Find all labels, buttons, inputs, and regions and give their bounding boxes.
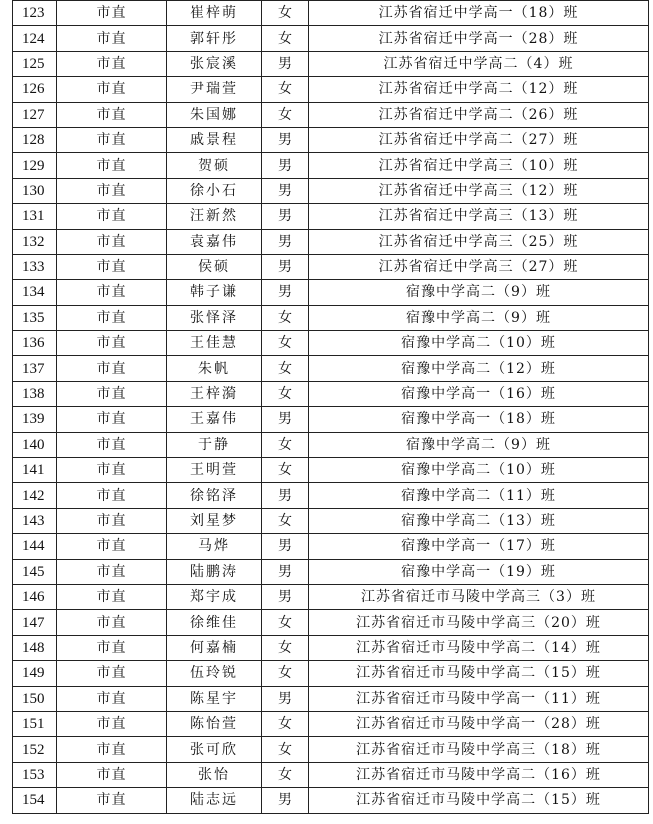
cell-region: 市直 (57, 508, 167, 533)
student-list-body (13, 1, 649, 814)
cell-number: 129 (13, 153, 57, 178)
table-row (13, 508, 649, 533)
cell-name: 王梓漪 (167, 381, 262, 406)
cell-gender: 女 (262, 381, 309, 406)
cell-number: 127 (13, 102, 57, 127)
table-row (13, 305, 649, 330)
cell-number: 149 (13, 661, 57, 686)
cell-school-class: 宿豫中学高二（9）班 (309, 432, 649, 457)
cell-region: 市直 (57, 26, 167, 51)
cell-name: 陈怡萱 (167, 711, 262, 736)
cell-number: 147 (13, 610, 57, 635)
cell-school-class: 宿豫中学高二（9）班 (309, 280, 649, 305)
cell-number: 131 (13, 204, 57, 229)
cell-region: 市直 (57, 788, 167, 813)
table-row (13, 1, 649, 26)
cell-school-class: 江苏省宿迁市马陵中学高一（11）班 (309, 686, 649, 711)
cell-school-class: 宿豫中学高一（17）班 (309, 534, 649, 559)
table-row (13, 661, 649, 686)
cell-region: 市直 (57, 77, 167, 102)
cell-number: 151 (13, 711, 57, 736)
cell-gender: 女 (262, 356, 309, 381)
cell-number: 154 (13, 788, 57, 813)
cell-name: 韩子谦 (167, 280, 262, 305)
cell-region: 市直 (57, 737, 167, 762)
cell-region: 市直 (57, 204, 167, 229)
cell-name: 徐小石 (167, 178, 262, 203)
table-row (13, 711, 649, 736)
cell-name: 朱国娜 (167, 102, 262, 127)
table-row (13, 432, 649, 457)
cell-name: 张可欣 (167, 737, 262, 762)
table-row (13, 26, 649, 51)
cell-gender: 女 (262, 77, 309, 102)
table-row (13, 381, 649, 406)
table-row (13, 788, 649, 813)
table-row (13, 686, 649, 711)
cell-school-class: 江苏省宿迁市马陵中学高三（3）班 (309, 584, 649, 609)
cell-region: 市直 (57, 534, 167, 559)
cell-gender: 男 (262, 280, 309, 305)
cell-school-class: 宿豫中学高二（10）班 (309, 331, 649, 356)
cell-number: 132 (13, 229, 57, 254)
cell-number: 140 (13, 432, 57, 457)
cell-region: 市直 (57, 178, 167, 203)
cell-gender: 女 (262, 508, 309, 533)
cell-number: 142 (13, 483, 57, 508)
cell-region: 市直 (57, 280, 167, 305)
cell-region: 市直 (57, 127, 167, 152)
cell-gender: 男 (262, 407, 309, 432)
cell-number: 128 (13, 127, 57, 152)
table-row (13, 127, 649, 152)
cell-school-class: 宿豫中学高二（12）班 (309, 356, 649, 381)
cell-region: 市直 (57, 458, 167, 483)
cell-school-class: 江苏省宿迁中学高二（27）班 (309, 127, 649, 152)
cell-region: 市直 (57, 51, 167, 76)
cell-gender: 女 (262, 458, 309, 483)
cell-number: 133 (13, 254, 57, 279)
cell-region: 市直 (57, 584, 167, 609)
cell-number: 153 (13, 762, 57, 787)
cell-gender: 女 (262, 432, 309, 457)
cell-school-class: 江苏省宿迁中学高二（26）班 (309, 102, 649, 127)
cell-gender: 女 (262, 1, 309, 26)
cell-region: 市直 (57, 686, 167, 711)
cell-gender: 女 (262, 305, 309, 330)
cell-school-class: 江苏省宿迁中学高三（13）班 (309, 204, 649, 229)
cell-region: 市直 (57, 610, 167, 635)
cell-name: 于静 (167, 432, 262, 457)
cell-school-class: 江苏省宿迁中学高三（12）班 (309, 178, 649, 203)
table-row (13, 102, 649, 127)
table-row (13, 635, 649, 660)
table-row (13, 559, 649, 584)
cell-school-class: 宿豫中学高二（10）班 (309, 458, 649, 483)
cell-gender: 男 (262, 254, 309, 279)
cell-region: 市直 (57, 305, 167, 330)
cell-name: 王明萱 (167, 458, 262, 483)
cell-number: 143 (13, 508, 57, 533)
table-row (13, 356, 649, 381)
cell-number: 135 (13, 305, 57, 330)
table-row (13, 610, 649, 635)
cell-gender: 男 (262, 51, 309, 76)
table-row (13, 178, 649, 203)
cell-name: 贺硕 (167, 153, 262, 178)
cell-name: 戚景程 (167, 127, 262, 152)
cell-gender: 男 (262, 178, 309, 203)
cell-school-class: 江苏省宿迁市马陵中学高二（16）班 (309, 762, 649, 787)
cell-school-class: 江苏省宿迁中学高三（25）班 (309, 229, 649, 254)
cell-school-class: 江苏省宿迁中学高二（12）班 (309, 77, 649, 102)
cell-gender: 女 (262, 26, 309, 51)
table-row (13, 737, 649, 762)
cell-school-class: 江苏省宿迁市马陵中学高三（20）班 (309, 610, 649, 635)
cell-number: 125 (13, 51, 57, 76)
cell-school-class: 宿豫中学高二（13）班 (309, 508, 649, 533)
cell-number: 136 (13, 331, 57, 356)
cell-school-class: 江苏省宿迁市马陵中学高二（15）班 (309, 661, 649, 686)
cell-region: 市直 (57, 102, 167, 127)
cell-name: 侯硕 (167, 254, 262, 279)
cell-region: 市直 (57, 381, 167, 406)
cell-number: 141 (13, 458, 57, 483)
cell-number: 138 (13, 381, 57, 406)
cell-region: 市直 (57, 711, 167, 736)
cell-name: 徐维佳 (167, 610, 262, 635)
table-row (13, 77, 649, 102)
cell-gender: 女 (262, 661, 309, 686)
cell-name: 王佳慧 (167, 331, 262, 356)
cell-gender: 男 (262, 204, 309, 229)
table-row (13, 762, 649, 787)
table-row (13, 204, 649, 229)
cell-gender: 男 (262, 788, 309, 813)
cell-region: 市直 (57, 356, 167, 381)
cell-name: 徐铭泽 (167, 483, 262, 508)
table-row (13, 458, 649, 483)
cell-school-class: 江苏省宿迁市马陵中学高一（28）班 (309, 711, 649, 736)
cell-region: 市直 (57, 635, 167, 660)
table-row (13, 407, 649, 432)
table-row (13, 534, 649, 559)
cell-number: 148 (13, 635, 57, 660)
cell-number: 146 (13, 584, 57, 609)
cell-name: 崔梓萌 (167, 1, 262, 26)
cell-name: 尹瑞萱 (167, 77, 262, 102)
cell-region: 市直 (57, 661, 167, 686)
cell-gender: 男 (262, 127, 309, 152)
cell-region: 市直 (57, 762, 167, 787)
cell-gender: 女 (262, 762, 309, 787)
cell-number: 126 (13, 77, 57, 102)
cell-name: 郭轩彤 (167, 26, 262, 51)
table-row (13, 331, 649, 356)
cell-region: 市直 (57, 559, 167, 584)
cell-number: 152 (13, 737, 57, 762)
cell-region: 市直 (57, 153, 167, 178)
cell-gender: 女 (262, 635, 309, 660)
cell-name: 张怡 (167, 762, 262, 787)
cell-school-class: 宿豫中学高二（11）班 (309, 483, 649, 508)
table-row (13, 254, 649, 279)
cell-number: 145 (13, 559, 57, 584)
cell-gender: 男 (262, 153, 309, 178)
cell-number: 139 (13, 407, 57, 432)
cell-region: 市直 (57, 1, 167, 26)
cell-name: 刘星梦 (167, 508, 262, 533)
cell-school-class: 江苏省宿迁中学高三（27）班 (309, 254, 649, 279)
cell-school-class: 江苏省宿迁中学高一（18）班 (309, 1, 649, 26)
cell-school-class: 江苏省宿迁中学高一（28）班 (309, 26, 649, 51)
cell-school-class: 江苏省宿迁市马陵中学高二（14）班 (309, 635, 649, 660)
cell-region: 市直 (57, 331, 167, 356)
cell-name: 张怿泽 (167, 305, 262, 330)
cell-number: 130 (13, 178, 57, 203)
cell-region: 市直 (57, 432, 167, 457)
table-row (13, 51, 649, 76)
cell-name: 陈星宇 (167, 686, 262, 711)
cell-region: 市直 (57, 483, 167, 508)
table-row (13, 280, 649, 305)
cell-gender: 男 (262, 534, 309, 559)
cell-school-class: 宿豫中学高一（19）班 (309, 559, 649, 584)
cell-name: 伍玲锐 (167, 661, 262, 686)
table-row (13, 229, 649, 254)
cell-number: 124 (13, 26, 57, 51)
cell-region: 市直 (57, 254, 167, 279)
cell-gender: 女 (262, 102, 309, 127)
cell-gender: 女 (262, 711, 309, 736)
cell-name: 王嘉伟 (167, 407, 262, 432)
table-row (13, 153, 649, 178)
cell-name: 马烨 (167, 534, 262, 559)
cell-gender: 男 (262, 686, 309, 711)
cell-name: 陆鹏涛 (167, 559, 262, 584)
cell-region: 市直 (57, 407, 167, 432)
cell-number: 137 (13, 356, 57, 381)
table-row (13, 483, 649, 508)
cell-gender: 女 (262, 737, 309, 762)
cell-gender: 女 (262, 331, 309, 356)
cell-gender: 男 (262, 229, 309, 254)
cell-gender: 男 (262, 483, 309, 508)
cell-number: 144 (13, 534, 57, 559)
cell-school-class: 江苏省宿迁中学高三（10）班 (309, 153, 649, 178)
cell-name: 何嘉楠 (167, 635, 262, 660)
cell-name: 朱帆 (167, 356, 262, 381)
table-row (13, 584, 649, 609)
student-list-table (12, 0, 649, 814)
cell-number: 150 (13, 686, 57, 711)
cell-name: 陆志远 (167, 788, 262, 813)
cell-name: 汪新然 (167, 204, 262, 229)
cell-school-class: 宿豫中学高一（18）班 (309, 407, 649, 432)
cell-number: 123 (13, 1, 57, 26)
cell-name: 郑宇成 (167, 584, 262, 609)
cell-gender: 男 (262, 584, 309, 609)
cell-school-class: 江苏省宿迁市马陵中学高二（15）班 (309, 788, 649, 813)
cell-school-class: 江苏省宿迁中学高二（4）班 (309, 51, 649, 76)
cell-number: 134 (13, 280, 57, 305)
cell-gender: 男 (262, 559, 309, 584)
cell-name: 袁嘉伟 (167, 229, 262, 254)
cell-school-class: 江苏省宿迁市马陵中学高三（18）班 (309, 737, 649, 762)
cell-gender: 女 (262, 610, 309, 635)
cell-school-class: 宿豫中学高一（16）班 (309, 381, 649, 406)
cell-region: 市直 (57, 229, 167, 254)
cell-school-class: 宿豫中学高二（9）班 (309, 305, 649, 330)
cell-name: 张宸溪 (167, 51, 262, 76)
